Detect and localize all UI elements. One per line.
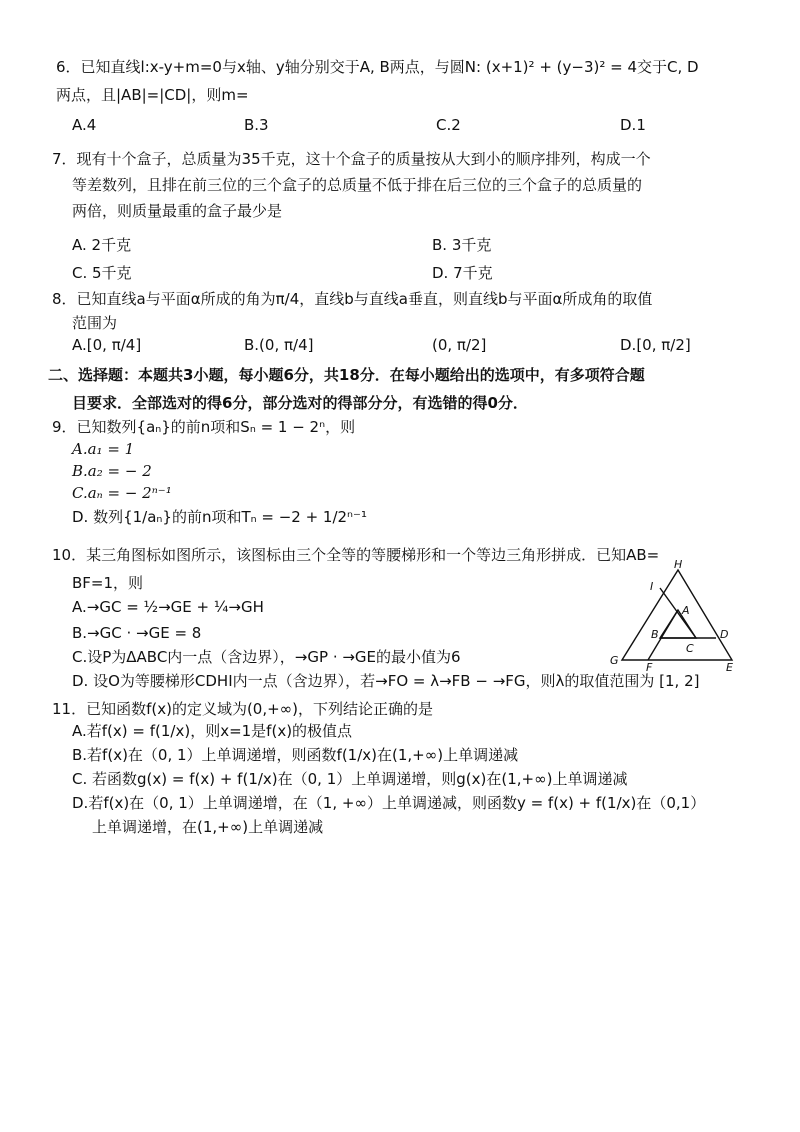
q6-option-b: B.3 — [244, 116, 269, 134]
q8-stem-line2: 范围为 — [72, 314, 118, 332]
q6-option-d: D.1 — [620, 116, 646, 134]
q8-option-c: (0, π/2] — [432, 336, 487, 354]
q8-option-d: D.[0, π/2] — [620, 336, 691, 354]
label-I: I — [650, 580, 654, 593]
label-C: C — [686, 642, 694, 655]
q10-stem-line1: 10．某三角图标如图所示，该图标由三个全等的等腰梯形和一个等边三角形拼成．已知AB= — [52, 546, 660, 564]
label-G: G — [610, 654, 619, 667]
q7-stem-line3: 两倍，则质量最重的盒子最少是 — [72, 202, 283, 220]
q6-stem-line2: 两点，且|AB|=|CD|，则m= — [56, 86, 249, 104]
q7-option-a: A. 2千克 — [72, 236, 132, 254]
q9-option-c: C.aₙ = − 2ⁿ⁻¹ — [72, 484, 172, 502]
inner-triangle — [660, 610, 696, 638]
outer-triangle — [622, 570, 732, 660]
q9-option-b: B.a₂ = − 2 — [72, 462, 152, 480]
q11-option-d-line2: 上单调递增，在(1,+∞)上单调递减 — [92, 818, 324, 836]
q6-option-a: A.4 — [72, 116, 97, 134]
q7-stem-line1: 7．现有十个盒子，总质量为35千克，这十个盒子的质量按从大到小的顺序排列，构成一个 — [52, 150, 651, 168]
q10-stem-line2: BF=1，则 — [72, 574, 144, 592]
q10-option-c: C.设P为ΔABC内一点（含边界），→GP · →GE的最小值为6 — [72, 648, 461, 666]
label-H: H — [674, 560, 683, 571]
q7-option-c: C. 5千克 — [72, 264, 132, 282]
q10-option-b: B.→GC · →GE = 8 — [72, 624, 202, 642]
q6-option-c: C.2 — [436, 116, 461, 134]
q9-option-d: D. 数列{1/aₙ}的前n项和Tₙ = −2 + 1/2ⁿ⁻¹ — [72, 508, 367, 526]
q6-stem-line1: 6．已知直线l:x-y+m=0与x轴、y轴分别交于A, B两点，与圆N: (x+1)² + (y−3)² = 4交于C, D — [56, 58, 699, 76]
label-F: F — [646, 661, 653, 672]
q8-option-b: B.(0, π/4] — [244, 336, 314, 354]
q9-option-a: A.a₁ = 1 — [72, 440, 135, 458]
q11-option-a: A.若f(x) = f(1/x)，则x=1是f(x)的极值点 — [72, 722, 353, 740]
q9-stem: 9．已知数列{aₙ}的前n项和Sₙ = 1 − 2ⁿ，则 — [52, 418, 356, 436]
label-A: A — [682, 604, 690, 617]
q8-option-a: A.[0, π/4] — [72, 336, 142, 354]
q7-option-b: B. 3千克 — [432, 236, 492, 254]
q7-stem-line2: 等差数列，且排在前三位的三个盒子的总质量不低于排在后三位的三个盒子的总质量的 — [72, 176, 643, 194]
label-D: D — [720, 628, 729, 641]
q11-option-b: B.若f(x)在（0, 1）上单调递增，则函数f(1/x)在(1,+∞)上单调递减 — [72, 746, 519, 764]
q10-triangle-figure — [608, 560, 738, 672]
q10-option-a: A.→GC = ½→GE + ¼→GH — [72, 598, 264, 616]
q7-option-d: D. 7千克 — [432, 264, 493, 282]
label-E: E — [726, 661, 733, 672]
q10-option-d: D. 设O为等腰梯形CDHI内一点（含边界），若→FO = λ→FB − →FG，则λ的取值范围为 [1, 2] — [72, 672, 700, 690]
q11-option-c: C. 若函数g(x) = f(x) + f(1/x)在（0, 1）上单调递增，则g(x)在(1,+∞)上单调递减 — [72, 770, 628, 788]
section2-heading-line1: 二、选择题：本题共3小题，每小题6分，共18分．在每小题给出的选项中，有多项符合题 — [48, 366, 645, 384]
q11-option-d-line1: D.若f(x)在（0, 1）上单调递增，在（1, +∞）上单调递减，则函数y = f(x) + f(1/x)在（0,1） — [72, 794, 706, 812]
section2-heading-line2: 目要求．全部选对的得6分，部分选对的得部分分，有选错的得0分． — [72, 394, 528, 412]
q8-stem-line1: 8．已知直线a与平面α所成的角为π/4，直线b与直线a垂直，则直线b与平面α所成角的取值 — [52, 290, 653, 308]
label-B: B — [651, 628, 659, 641]
q11-stem: 11．已知函数f(x)的定义域为(0,+∞)，下列结论正确的是 — [52, 700, 434, 718]
